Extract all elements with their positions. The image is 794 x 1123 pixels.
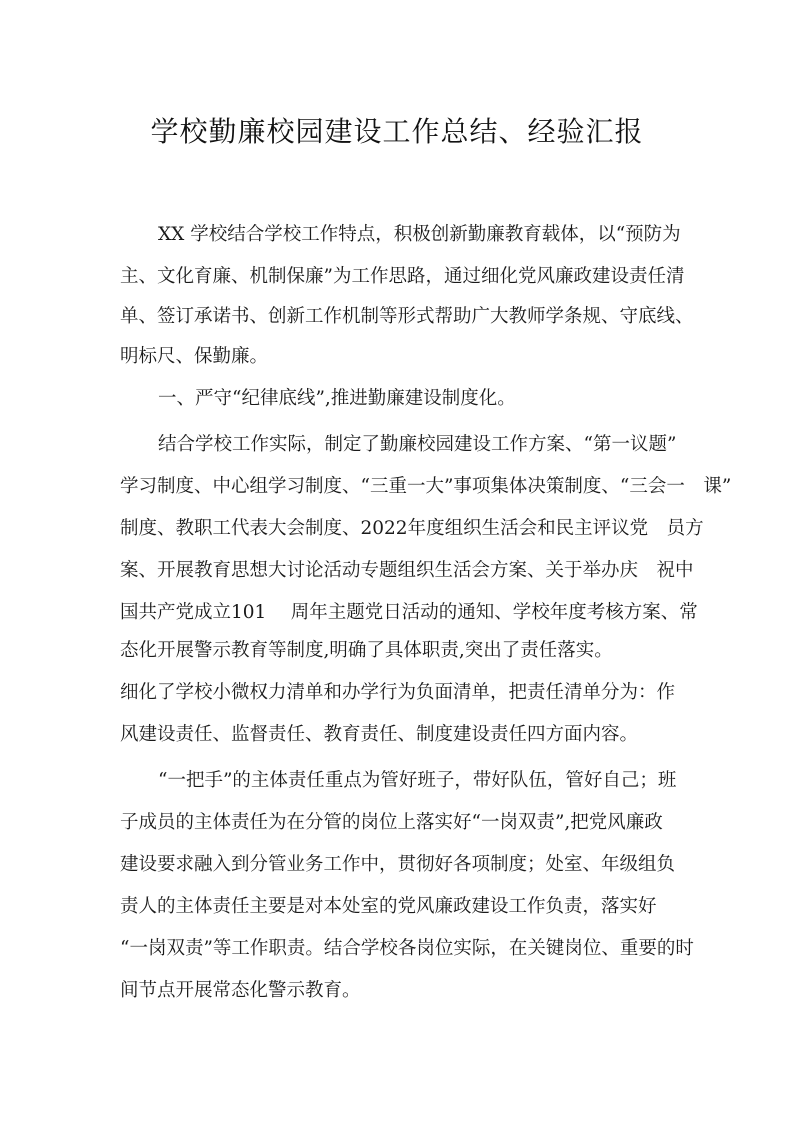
paragraph-line: XX 学校结合学校工作特点，积极创新勤廉教育载体，以“预防为 bbox=[158, 224, 681, 245]
paragraph-line: 风建设责任、监督责任、教育责任、制度建设责任四方面内容。 bbox=[120, 724, 639, 745]
paragraph-line: 间节点开展常态化警示教育。 bbox=[120, 980, 361, 1001]
paragraph-line: 责人的主体责任主要是对本处室的党风廉政建设工作负责，落实好 bbox=[120, 896, 657, 917]
paragraph-line: 主、文化育廉、机制保廉”为工作思路，通过细化党风廉政建设责任清 bbox=[120, 266, 685, 287]
paragraph-line: 制度、教职工代表大会制度、2022年度组织生活会和民主评议党 员方 bbox=[120, 518, 704, 539]
paragraph-line: 学习制度、中心组学习制度、“三重一大”事项集体决策制度、“三会一 课” bbox=[120, 476, 732, 497]
paragraph-line: 子成员的主体责任为在分管的岗位上落实好“一岗双责”,把党风廉政 bbox=[120, 812, 663, 833]
paragraph-line: 细化了学校小微权力清单和办学行为负面清单，把责任清单分为：作 bbox=[120, 682, 676, 703]
paragraph-line: 案、开展教育思想大讨论活动专题组织生活会方案、关于举办庆 祝中 bbox=[120, 560, 694, 581]
document-title: 学校勤廉校园建设工作总结、经验汇报 bbox=[150, 115, 644, 148]
paragraph-line: 单、签订承诺书、创新工作机制等形式帮助广大教师学条规、守底线、 bbox=[120, 306, 694, 327]
paragraph-line: 明标尺、保勤廉。 bbox=[120, 346, 269, 367]
paragraph-line: 态化开展警示教育等制度,明确了具体职责,突出了责任落实。 bbox=[120, 640, 613, 661]
paragraph-line: 结合学校工作实际，制定了勤廉校园建设工作方案、“第一议题” bbox=[158, 434, 677, 455]
paragraph-line: 国共产党成立101 周年主题党日活动的通知、学校年度考核方案、常 bbox=[120, 602, 698, 623]
section-heading: 一、严守“纪律底线”,推进勤廉建设制度化。 bbox=[158, 388, 516, 409]
paragraph-line: “一把手”的主体责任重点为管好班子，带好队伍，管好自己；班 bbox=[158, 770, 677, 791]
paragraph-line: “一岗双责”等工作职责。结合学校各岗位实际，在关键岗位、重要的时 bbox=[120, 938, 694, 959]
paragraph-line: 建设要求融入到分管业务工作中，贯彻好各项制度；处室、年级组负 bbox=[120, 854, 676, 875]
